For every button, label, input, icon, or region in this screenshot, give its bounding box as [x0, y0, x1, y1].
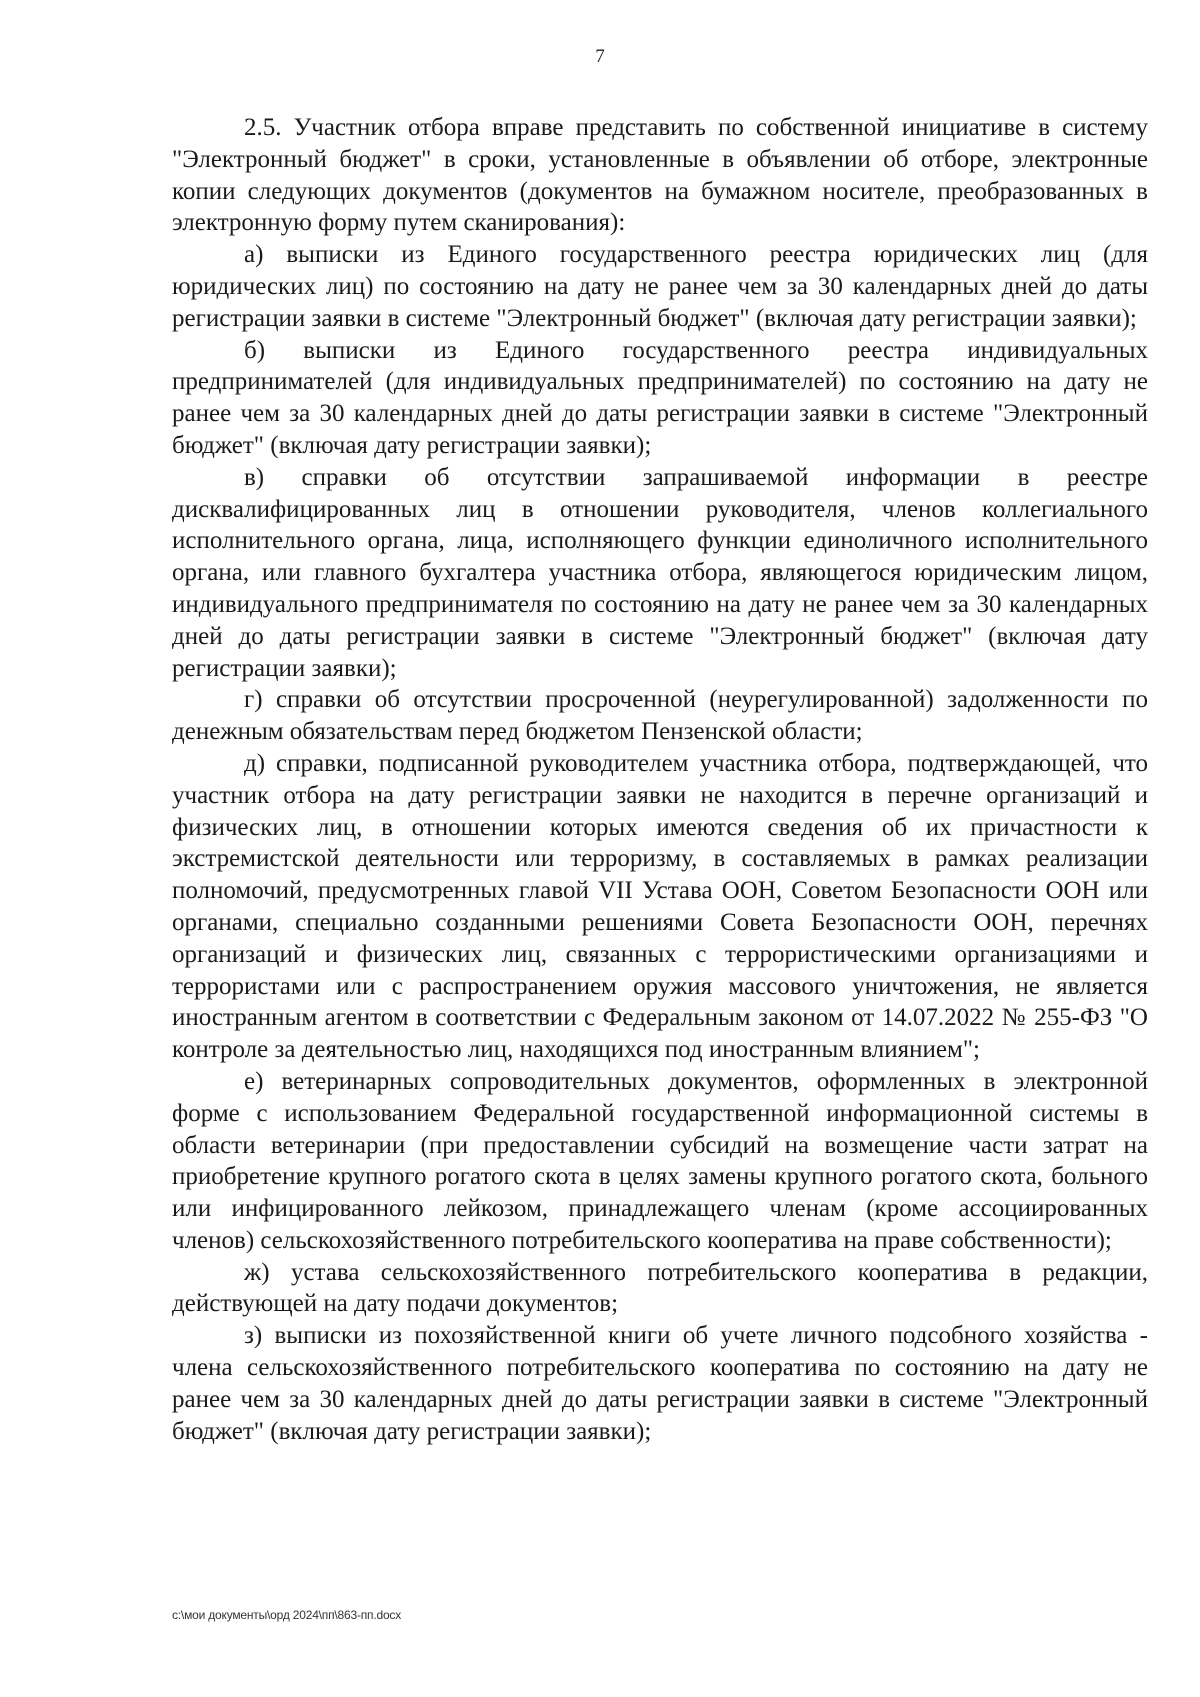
footer-file-path: c:\мои документы\орд 2024\пп\863-пп.docx — [172, 1608, 402, 1622]
page-number: 7 — [595, 46, 605, 67]
paragraph-2-5: 2.5. Участник отбора вправе представить по собственной инициативе в систему "Электронный бюджет" в сроки, установленные в объявлении об отборе, электронные копии следующих документов (документов на бумажном носителе, преобразованных в электронную форму путем сканирования): — [172, 114, 1148, 237]
paragraph-item-zh: ж) устава сельскохозяйственного потребительского кооператива в редакции, действующей на дату подачи документов; — [172, 1258, 1148, 1318]
paragraph-item-d: д) справки, подписанной руководителем участника отбора, подтверждающей, что участник отбора на дату регистрации заявки не находится в перечне организаций и физических лиц, в отношении которых имеются сведения об их причастности к экстремистской деятельности или терроризму, в составляемых в рамках реализации полномочий, предусмотренных главой VII Устава ООН, Советом Безопасности ООН или органами, специально созданными решениями Совета Безопасности ООН, перечнях организаций и физических лиц, связанных с террористическими организациями и террористами или с распространением оружия массового уничтожения, не является иностранным агентом в соответствии с Федеральным законом от 14.07.2022 № 255-ФЗ "О контроле за деятельностью лиц, находящихся под иностранным влиянием"; — [172, 749, 1148, 1064]
paragraph-item-z: з) выписки из похозяйственной книги об учете личного подсобного хозяйства - члена сельскохозяйственного потребительского кооператива по состоянию на дату не ранее чем за 30 календарных дней до даты регистрации заявки в системе "Электронный бюджет" (включая дату регистрации заявки); — [172, 1322, 1148, 1445]
paragraph-item-a: а) выписки из Единого государственного реестра юридических лиц (для юридических лиц) по состоянию на дату не ранее чем за 30 календарных дней до даты регистрации заявки в системе "Электронный бюджет" (включая дату регистрации заявки); — [172, 241, 1148, 332]
paragraph-item-v: в) справки об отсутствии запрашиваемой информации в реестре дисквалифицированных лиц в отношении руководителя, членов коллегиального исполнительного органа, лица, исполняющего функции единоличного исполнительного органа, или главного бухгалтера участника отбора, являющегося юридическим лицом, индивидуального предпринимателя по состоянию на дату не ранее чем за 30 календарных дней до даты регистрации заявки в системе "Электронный бюджет" (включая дату регистрации заявки); — [172, 463, 1148, 682]
paragraph-item-b: б) выписки из Единого государственного реестра индивидуальных предпринимателей (для индивидуальных предпринимателей) по состоянию на дату не ранее чем за 30 календарных дней до даты регистрации заявки в системе "Электронный бюджет" (включая дату регистрации заявки); — [172, 336, 1148, 459]
document-body — [172, 112, 1148, 1447]
paragraph-item-g: г) справки об отсутствии просроченной (неурегулированной) задолженности по денежным обязательствам перед бюджетом Пензенской области; — [172, 686, 1148, 746]
paragraph-item-e: е) ветеринарных сопроводительных документов, оформленных в электронной форме с использованием Федеральной государственной информационной системы в области ветеринарии (при предоставлении субсидий на возмещение части затрат на приобретение крупного рогатого скота в целях замены крупного рогатого скота, больного или инфицированного лейкозом, принадлежащего членам (кроме ассоциированных членов) сельскохозяйственного потребительского кооператива на праве собственности); — [172, 1067, 1148, 1254]
